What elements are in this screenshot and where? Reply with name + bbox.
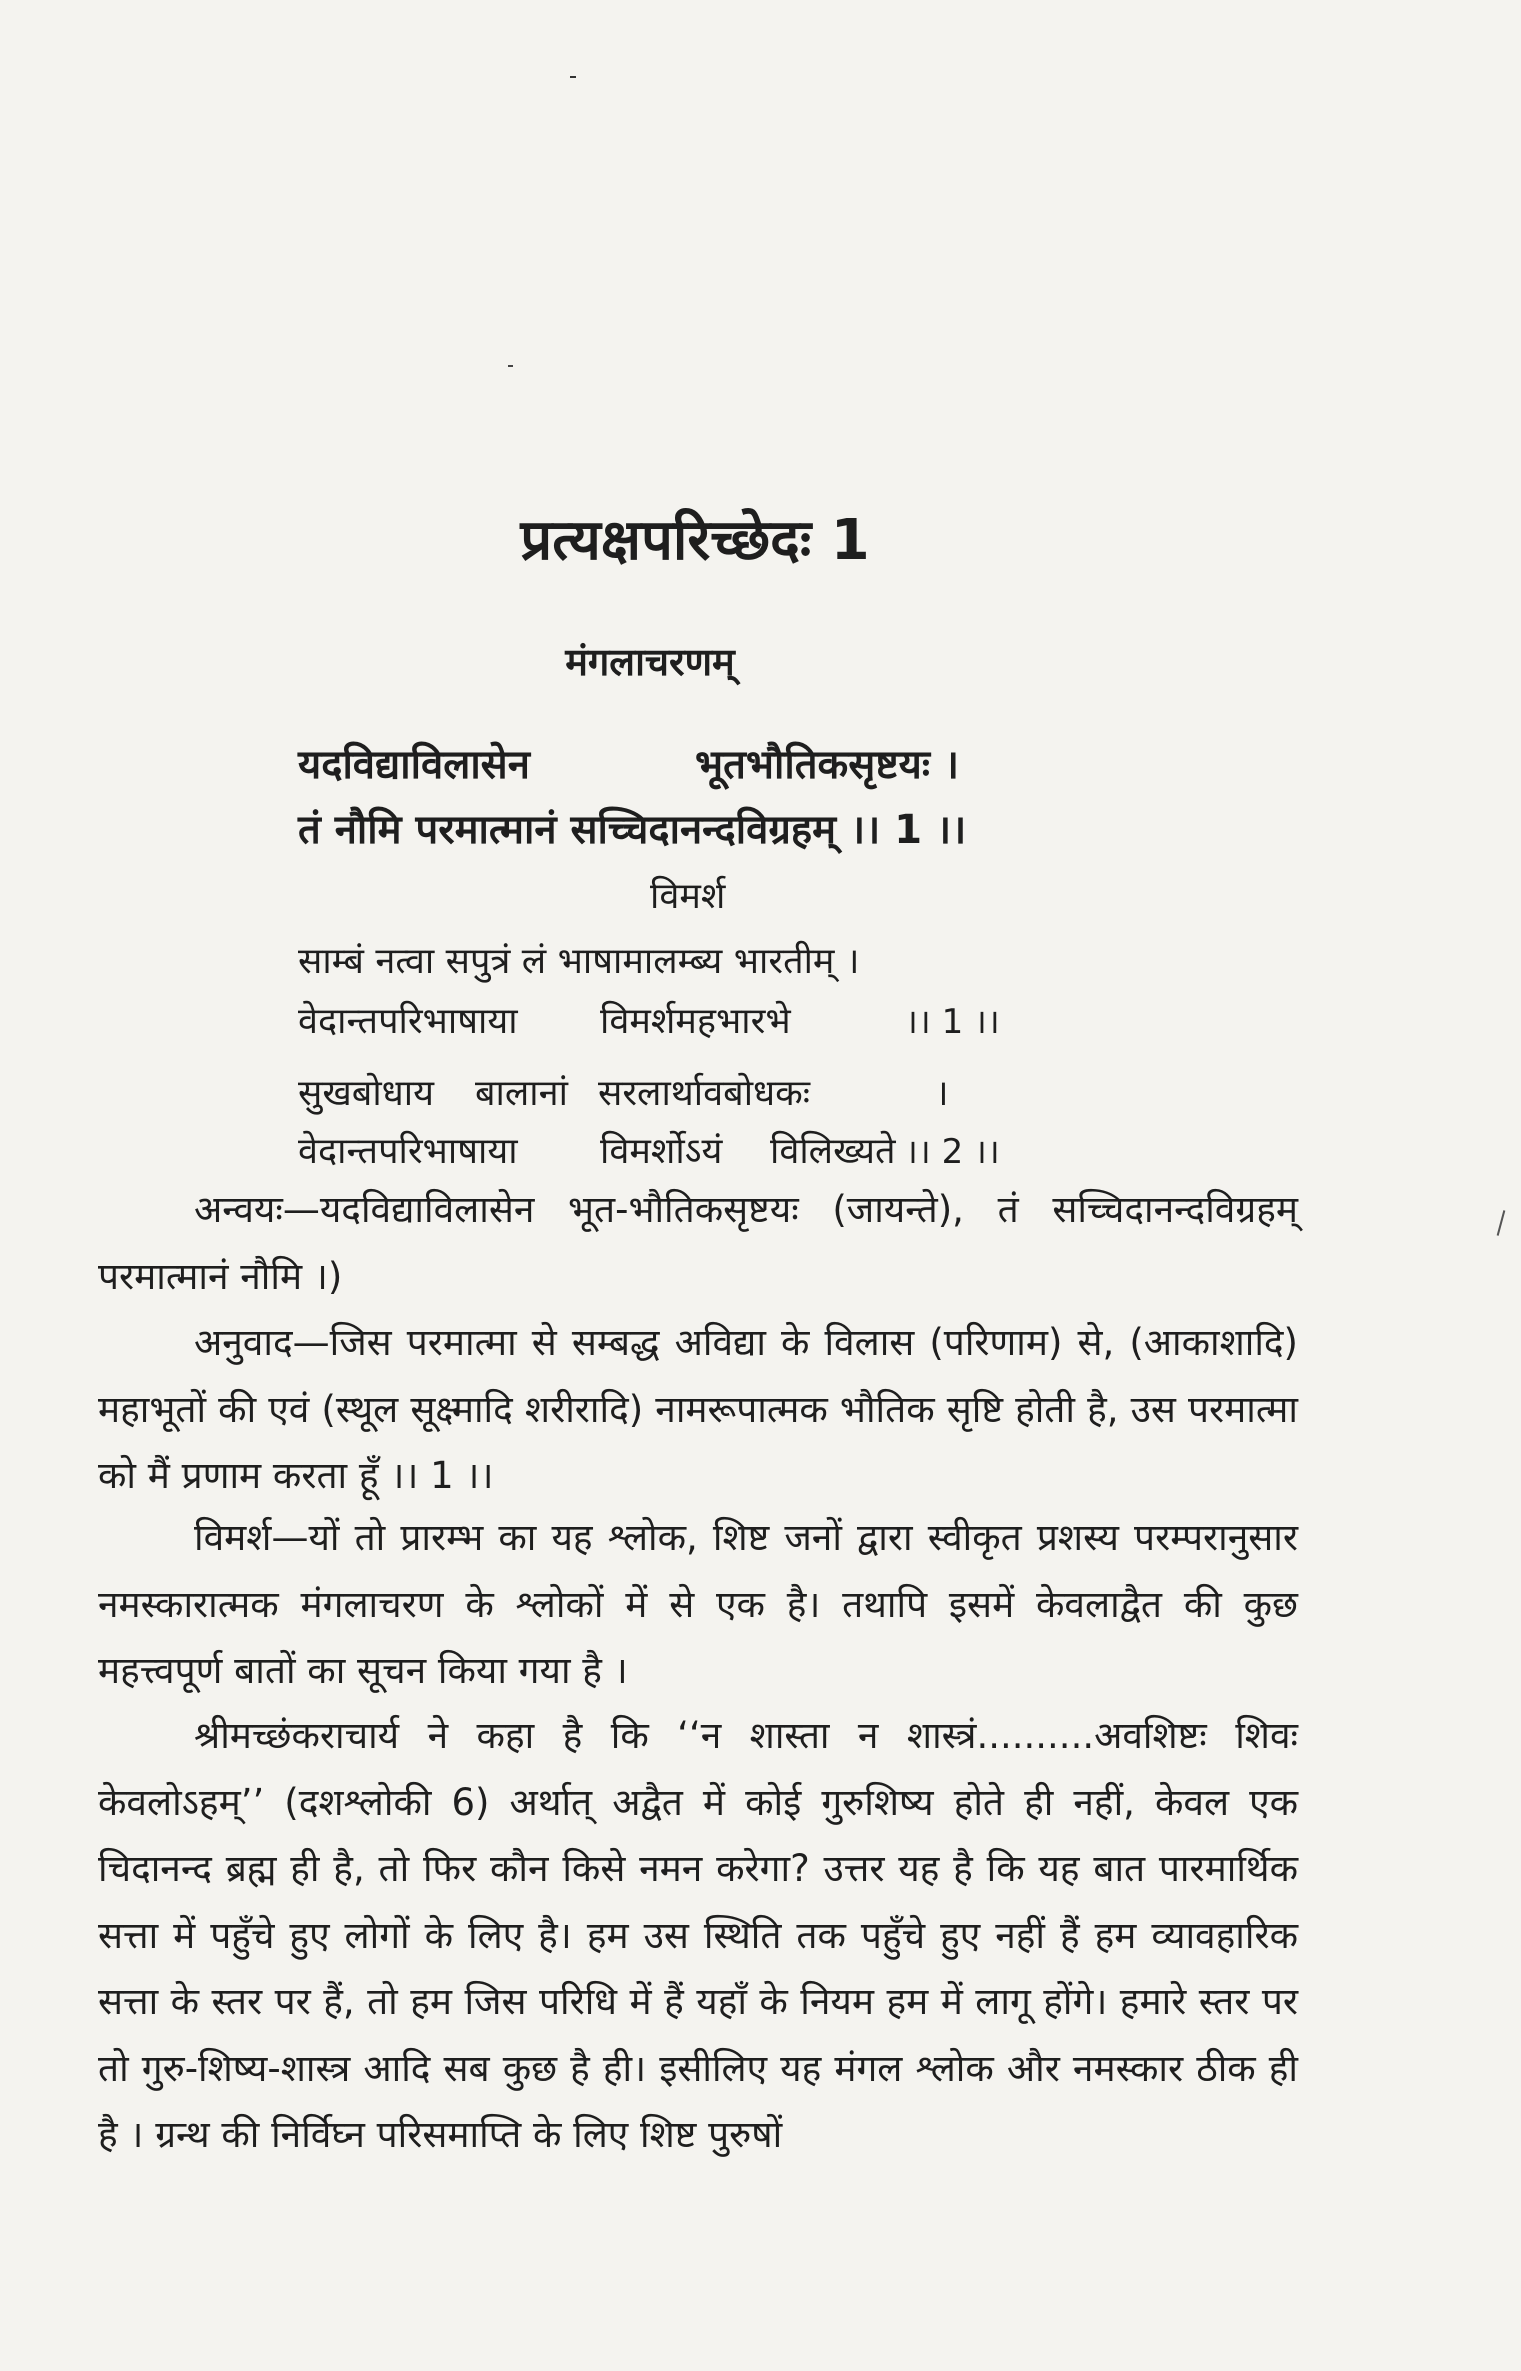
intro-verse-4-part1: वेदान्तपरिभाषाया (298, 1131, 518, 1172)
anvaya-paragraph: अन्वयः—यदविद्याविलासेन भूत-भौतिकसृष्टयः (जायन्ते), तं सच्चिदानन्दविग्रहम् परमात्मानं नौमि ।) (98, 1188, 1298, 1298)
shankara-paragraph: श्रीमच्छंकराचार्य ने कहा है कि ‘‘न शास्ता न शास्त्रं..........अवशिष्टः शिवः केवलोऽहम्’’ (दशश्लोकी 6) अर्थात् अद्वैत में कोई गुरुशिष्य होते ही नहीं, केवल एक चिदानन्द ब्रह्म ही है, तो फिर कौन किसे नमन करेगा? उत्तर यह है कि यह बात पारमार्थिक सत्ता में पहुँचे हुए लोगों के लिए है। हम उस स्थिति तक पहुँचे हुए नहीं हैं हम व्यावहारिक सत्ता के स्तर पर हैं, तो हम जिस परिधि में हैं यहाँ के नियम हम में लागू होंगे। हमारे स्तर पर तो गुरु-शिष्य-शास्त्र आदि सब कुछ है ही। इसीलिए यह मंगल श्लोक और नमस्कार ठीक ही है । ग्रन्थ की निर्विघ्न परिसमाप्ति के लिए शिष्ट पुरुषों (98, 1714, 1298, 2156)
intro-verse-3-part1: सुखबोधाय (298, 1073, 435, 1114)
section-title: मंगलाचरणम् (565, 640, 735, 684)
intro-verse-3-danda: । (935, 1073, 949, 1114)
chapter-title: प्रत्यक्षपरिच्छेदः 1 (520, 508, 870, 573)
intro-verse-4-number: ।। 2 ।। (905, 1132, 1000, 1172)
main-verse-line2: तं नौमि परमात्मानं सच्चिदानन्दविग्रहम् ।। 1 ।। (298, 807, 967, 853)
main-verse-line1-part1: यदविद्याविलासेन (298, 742, 530, 788)
print-mark (508, 365, 513, 367)
intro-verse-2-number: ।। 1 ।। (905, 1002, 1000, 1042)
main-verse-line1-part2: भूतभौतिकसृष्टयः । (695, 742, 960, 788)
intro-verse-2-part1: वेदान्तपरिभाषाया (298, 1001, 518, 1042)
intro-verse-3-part2: बालानां (475, 1073, 568, 1114)
intro-verse-4-part3: विलिख्यते (770, 1131, 896, 1172)
intro-verse-3-part3: सरलार्थावबोधकः (598, 1073, 811, 1114)
print-mark (570, 76, 576, 78)
vimarsha-paragraph: विमर्श—यों तो प्रारम्भ का यह श्लोक, शिष्ट जनों द्वारा स्वीकृत प्रशस्य परम्परानुसार नमस्कारात्मक मंगलाचरण के श्लोकों में से एक है। तथापि इसमें केवलाद्वैत की कुछ महत्त्वपूर्ण बातों का सूचन किया गया है । (98, 1516, 1298, 1692)
intro-verse-2-part2: विमर्शमहभारभे (600, 1001, 791, 1042)
print-mark (1497, 1210, 1506, 1236)
intro-verse-4-part2: विमर्शोऽयं (600, 1131, 723, 1172)
intro-verse-1: साम्बं नत्वा सपुत्रं लं भाषामालम्ब्य भारतीम् । (298, 941, 860, 982)
anuvad-paragraph: अनुवाद—जिस परमात्मा से सम्बद्ध अविद्या के विलास (परिणाम) से, (आकाशादि) महाभूतों की एवं (स्थूल सूक्ष्मादि शरीरादि) नामरूपात्मक भौतिक सृष्टि होती है, उस परमात्मा को मैं प्रणाम करता हूँ ।। 1 ।। (98, 1321, 1298, 1497)
vimarsha-heading: विमर्श (650, 876, 726, 917)
